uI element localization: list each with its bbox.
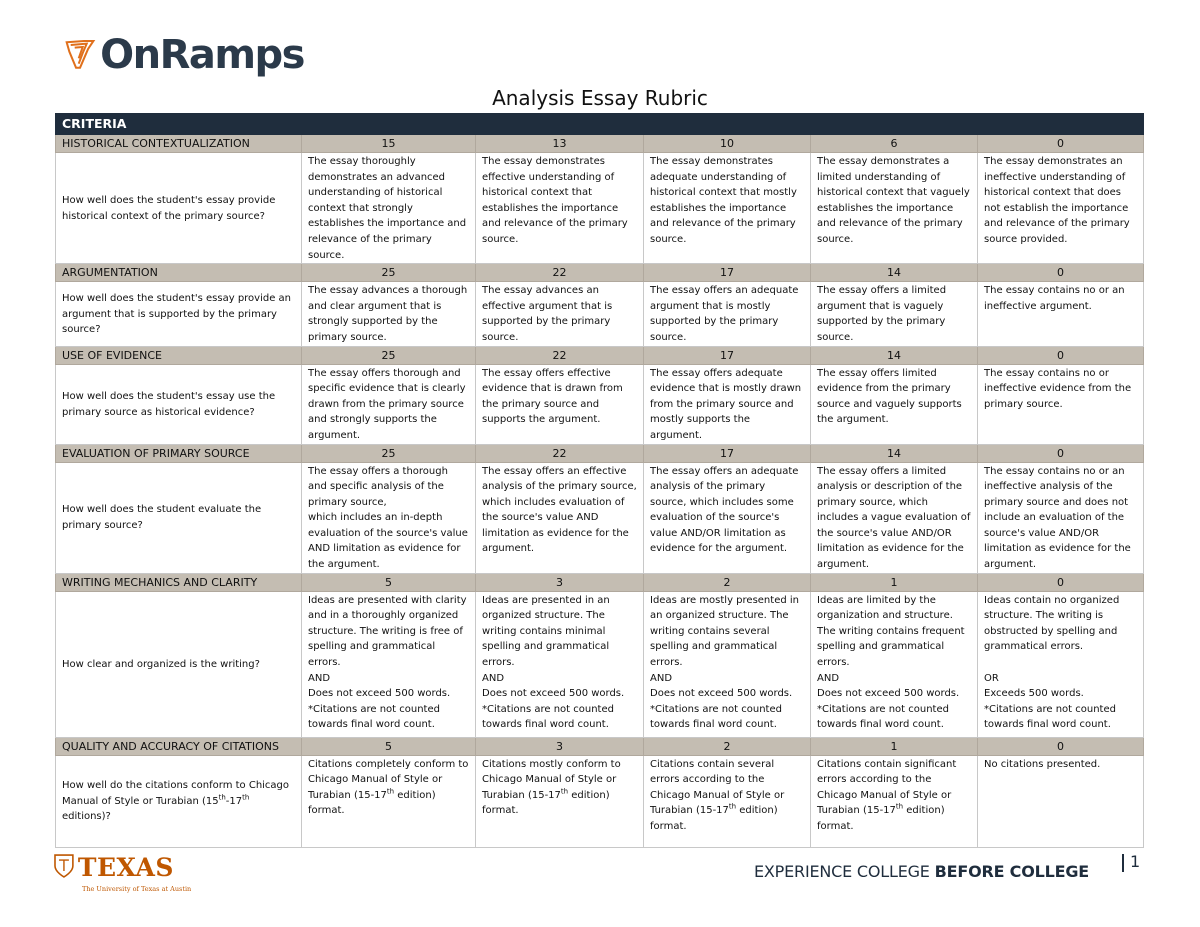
points-value: 14 (811, 264, 978, 282)
points-value: 14 (811, 444, 978, 462)
descriptor-cell: The essay thoroughly demonstrates an advanced understanding of historical context that strongly establishes the importance and relevance of the primary source. (302, 153, 476, 264)
ordinal-suffix: th (728, 803, 737, 812)
descriptor-cell: The essay offers a limited argument that is vaguely supported by the primary source. (811, 282, 978, 346)
points-value: 5 (302, 573, 476, 591)
ordinal-suffix: th (895, 803, 904, 812)
page-number-value: 1 (1130, 852, 1141, 871)
descriptor-cell: The essay offers an adequate argument that is mostly supported by the primary source. (644, 282, 811, 346)
page-number (1122, 852, 1140, 872)
points-value: 17 (644, 264, 811, 282)
ordinal-suffix: th (560, 787, 569, 796)
descriptor-row (56, 364, 1144, 444)
descriptor-cell: Ideas are mostly presented in an organized structure. The writing contains several spelling and grammatical errors. AND Does not exceed 500 words. *Citations are not counted towards final word count. (644, 591, 811, 737)
descriptor-cell: The essay contains no or an ineffective argument. (978, 282, 1144, 346)
logo-wordmark: OnRamps (100, 32, 304, 78)
points-value: 22 (476, 346, 644, 364)
descriptor-row (56, 462, 1144, 573)
points-value: 14 (811, 346, 978, 364)
criterion-question (56, 755, 302, 847)
points-value: 0 (978, 346, 1144, 364)
descriptor-text: edition) format. (650, 805, 778, 833)
descriptor-cell: The essay demonstrates an ineffective understanding of historical context that does not establish the importance and relevance of the primary source provided. (978, 153, 1144, 264)
ordinal-suffix: th (218, 793, 226, 802)
descriptor-row (56, 591, 1144, 737)
descriptor-cell (302, 755, 476, 847)
criterion-question: How well does the student's essay use the primary source as historical evidence? (56, 364, 302, 444)
criterion-name: QUALITY AND ACCURACY OF CITATIONS (56, 737, 302, 755)
points-value: 17 (644, 444, 811, 462)
descriptor-cell (811, 755, 978, 847)
descriptor-text: Citations contain several errors according to the Chicago Manual of Style or Turabian (15-17 (650, 758, 785, 817)
points-value: 1 (811, 737, 978, 755)
criterion-row (56, 444, 1144, 462)
descriptor-cell: The essay demonstrates adequate understanding of historical context that mostly establishes the importance and relevance of the primary source. (644, 153, 811, 264)
descriptor-cell: The essay advances an effective argument that is supported by the primary source. (476, 282, 644, 346)
criterion-row (56, 573, 1144, 591)
descriptor-cell: The essay offers an effective analysis of the primary source, which includes evaluation of the source's value AND limitation as evidence for the argument. (476, 462, 644, 573)
criterion-question: How well does the student evaluate the primary source? (56, 462, 302, 573)
criterion-row (56, 737, 1144, 755)
descriptor-cell: Ideas are presented with clarity and in a thoroughly organized structure. The writing is free of spelling and grammatical errors. AND Does not exceed 500 words. *Citations are not counted towards final word count. (302, 591, 476, 737)
tagline-regular: EXPERIENCE COLLEGE (754, 862, 935, 881)
rubric-table (55, 113, 1144, 848)
points-value: 0 (978, 444, 1144, 462)
descriptor-text: edition) format. (482, 789, 610, 817)
footer-tagline (754, 862, 1089, 881)
descriptor-cell: The essay demonstrates effective understanding of historical context that establishes the importance and relevance of the primary source. (476, 153, 644, 264)
descriptor-cell (978, 755, 1144, 847)
descriptor-text: Citations mostly conform to Chicago Manual of Style or Turabian (15-17 (482, 758, 621, 801)
descriptor-text: edition) format. (308, 789, 436, 817)
descriptor-cell: The essay offers thorough and specific evidence that is clearly drawn from the primary source and strongly supports the argument. (302, 364, 476, 444)
descriptor-row (56, 755, 1144, 847)
question-text: editions)? (62, 811, 111, 823)
points-value: 25 (302, 346, 476, 364)
descriptor-cell: The essay offers limited evidence from the primary source and vaguely supports the argument. (811, 364, 978, 444)
points-value: 5 (302, 737, 476, 755)
descriptor-cell: The essay demonstrates a limited understanding of historical context that vaguely establishes the importance and relevance of the primary source. (811, 153, 978, 264)
descriptor-text: edition) format. (817, 805, 945, 833)
descriptor-row (56, 153, 1144, 264)
criterion-row (56, 346, 1144, 364)
points-value: 13 (476, 135, 644, 153)
points-value: 22 (476, 444, 644, 462)
criterion-row (56, 264, 1144, 282)
points-value: 3 (476, 573, 644, 591)
points-value: 0 (978, 573, 1144, 591)
criterion-name: HISTORICAL CONTEXTUALIZATION (56, 135, 302, 153)
descriptor-text: No citations presented. (984, 758, 1101, 770)
descriptor-cell (644, 755, 811, 847)
descriptor-cell: The essay contains no or an ineffective analysis of the primary source and does not include an evaluation of the source's value AND/OR limitation as evidence for the argument. (978, 462, 1144, 573)
ut-logo (54, 853, 192, 894)
ut-wordmark: TEXAS (77, 853, 174, 882)
points-value: 22 (476, 264, 644, 282)
points-value: 2 (644, 737, 811, 755)
descriptor-cell: Ideas contain no organized structure. The writing is obstructed by spelling and grammatical errors. OR Exceeds 500 words. *Citations are not counted towards final word count. (978, 591, 1144, 737)
points-value: 25 (302, 444, 476, 462)
criterion-name: ARGUMENTATION (56, 264, 302, 282)
ut-subtitle: The University of Texas at Austin (82, 885, 192, 893)
points-value: 15 (302, 135, 476, 153)
descriptor-text: Citations contain significant errors according to the Chicago Manual of Style or Turabian (15-17 (817, 758, 957, 817)
question-text: How well do the citations conform to Chicago Manual of Style or Turabian (15 (62, 780, 290, 807)
points-value: 10 (644, 135, 811, 153)
descriptor-cell: The essay offers effective evidence that is drawn from the primary source and supports the argument. (476, 364, 644, 444)
descriptor-cell: The essay advances a thorough and clear argument that is strongly supported by the primary source. (302, 282, 476, 346)
criterion-name: WRITING MECHANICS AND CLARITY (56, 573, 302, 591)
criterion-question: How clear and organized is the writing? (56, 591, 302, 737)
descriptor-cell: Ideas are presented in an organized structure. The writing contains minimal spelling and grammatical errors. AND Does not exceed 500 words. *Citations are not counted towards final word count. (476, 591, 644, 737)
descriptor-row (56, 282, 1144, 346)
points-value: 25 (302, 264, 476, 282)
page-title: Analysis Essay Rubric (492, 86, 708, 110)
criterion-question: How well does the student's essay provide an argument that is supported by the primary source? (56, 282, 302, 346)
page-divider (1122, 854, 1124, 872)
points-value: 2 (644, 573, 811, 591)
criterion-name: EVALUATION OF PRIMARY SOURCE (56, 444, 302, 462)
points-value: 0 (978, 737, 1144, 755)
question-text: -17 (225, 795, 243, 807)
tagline-bold: BEFORE COLLEGE (934, 862, 1090, 881)
criteria-header: CRITERIA (56, 114, 1144, 135)
points-value: 3 (476, 737, 644, 755)
points-value: 17 (644, 346, 811, 364)
criterion-question: How well does the student's essay provide historical context of the primary source? (56, 153, 302, 264)
descriptor-cell: The essay contains no or ineffective evidence from the primary source. (978, 364, 1144, 444)
criterion-row (56, 135, 1144, 153)
descriptor-cell: The essay offers adequate evidence that is mostly drawn from the primary source and mostly supports the argument. (644, 364, 811, 444)
points-value: 0 (978, 135, 1144, 153)
onramps-ramp-icon (64, 30, 96, 80)
ut-shield-icon (54, 854, 74, 878)
points-value: 6 (811, 135, 978, 153)
descriptor-cell: The essay offers a limited analysis or description of the primary source, which includes a vague evaluation of the source's value AND/OR limitation as evidence for the argument. (811, 462, 978, 573)
descriptor-cell: The essay offers an adequate analysis of the primary source, which includes some evaluation of the source's value AND/OR limitation as evidence for the argument. (644, 462, 811, 573)
descriptor-cell: The essay offers a thorough and specific analysis of the primary source, which includes an in-depth evaluation of the source's value AND limitation as evidence for the argument. (302, 462, 476, 573)
criterion-name: USE OF EVIDENCE (56, 346, 302, 364)
ordinal-suffix: th (386, 787, 395, 796)
points-value: 1 (811, 573, 978, 591)
descriptor-cell: Ideas are limited by the organization and structure. The writing contains frequent spelling and grammatical errors. AND Does not exceed 500 words. *Citations are not counted towards final word count. (811, 591, 978, 737)
onramps-logo (64, 26, 304, 84)
descriptor-cell (476, 755, 644, 847)
descriptor-text: Citations completely conform to Chicago Manual of Style or Turabian (15-17 (308, 758, 469, 801)
ordinal-suffix: th (242, 793, 250, 802)
points-value: 0 (978, 264, 1144, 282)
table-header-row (56, 114, 1144, 135)
